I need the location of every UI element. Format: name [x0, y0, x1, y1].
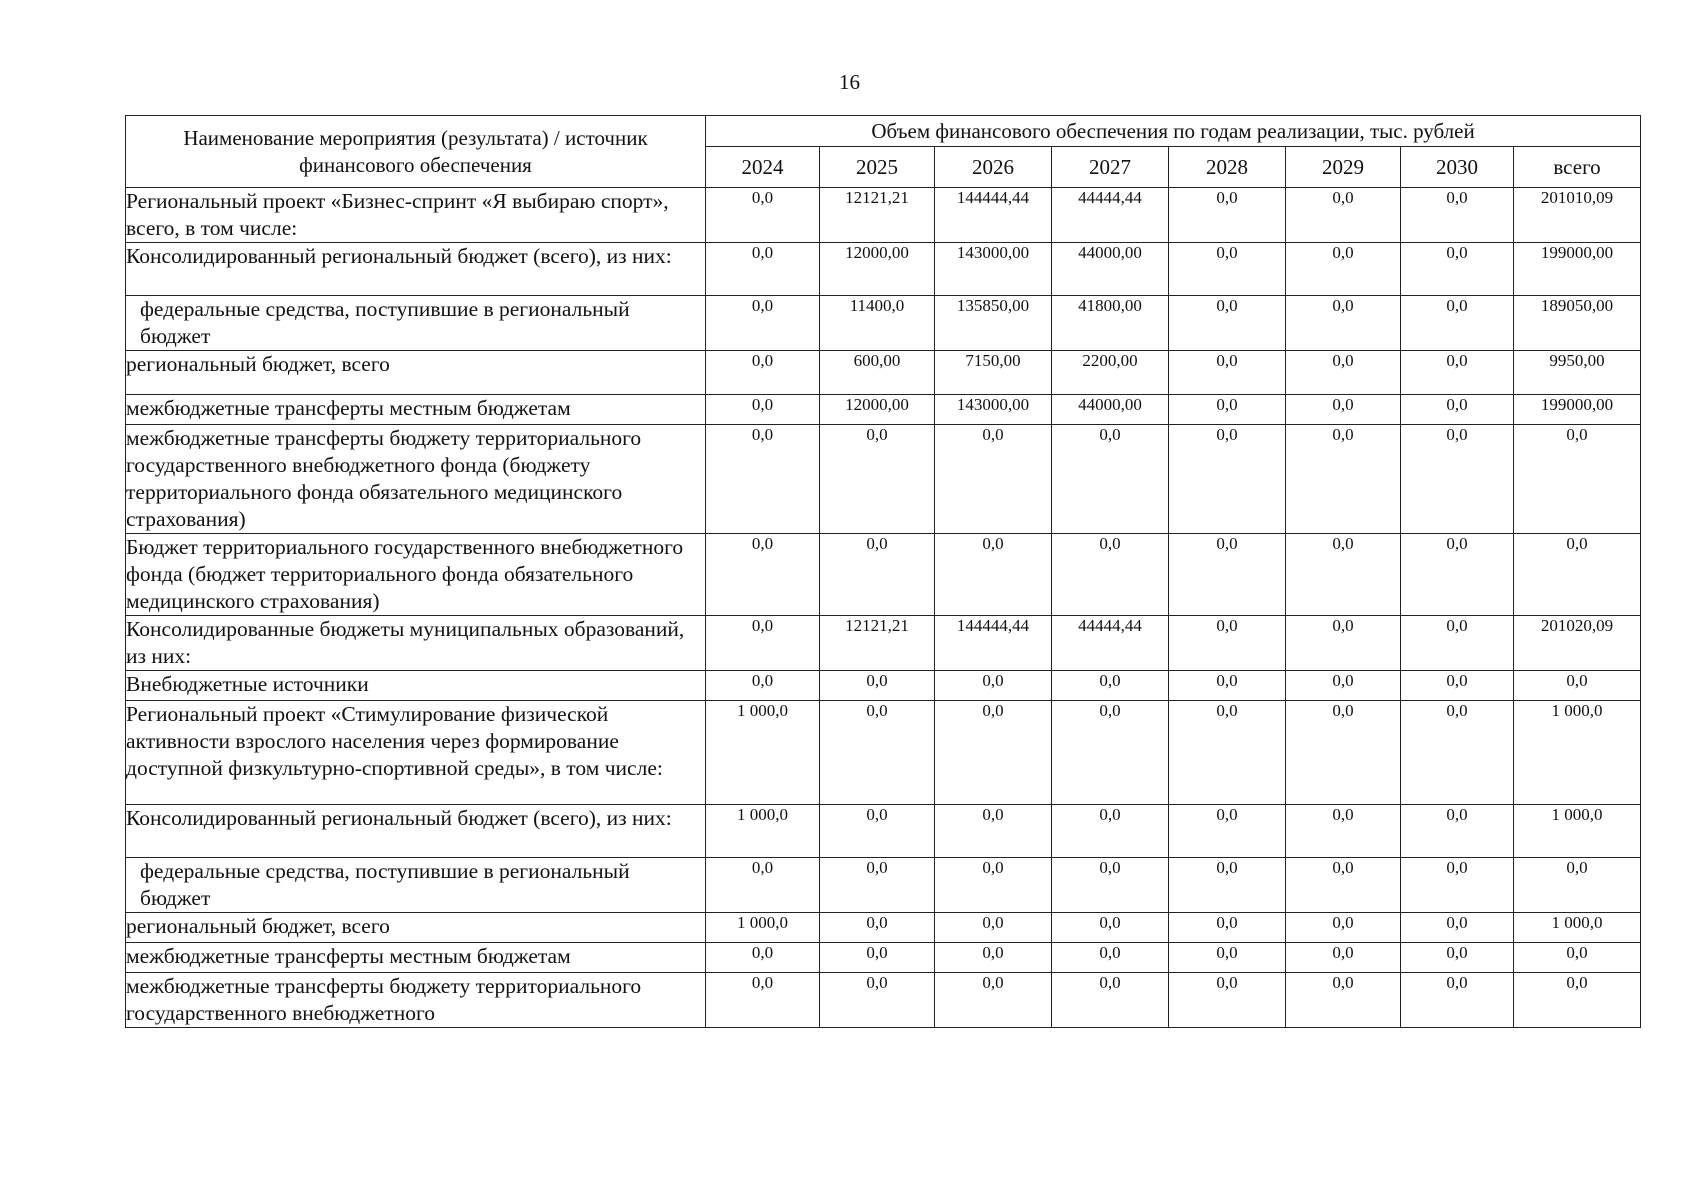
value-cell: 0,0: [1286, 701, 1401, 805]
value-cell: 0,0: [706, 671, 820, 701]
value-cell: 0,0: [1169, 351, 1286, 395]
value-cell: 600,00: [820, 351, 935, 395]
value-cell: 0,0: [1169, 913, 1286, 943]
table-row: [126, 943, 1641, 973]
table-row: [126, 296, 1641, 351]
value-cell: 0,0: [935, 701, 1052, 805]
total-cell: 0,0: [1514, 973, 1641, 1028]
table-body: [126, 188, 1641, 1028]
total-cell: 1 000,0: [1514, 701, 1641, 805]
financing-table: [125, 115, 1641, 1028]
value-cell: 0,0: [1401, 188, 1514, 243]
total-cell: 0,0: [1514, 671, 1641, 701]
value-cell: 0,0: [935, 858, 1052, 913]
value-cell: 0,0: [1052, 805, 1169, 858]
table-row: [126, 973, 1641, 1028]
row-label: межбюджетные трансферты бюджету территориального государственного внебюджетного фонда (бюджету территориального фонда обязательного медицинского страхования): [126, 425, 706, 534]
total-cell: 0,0: [1514, 858, 1641, 913]
value-cell: 0,0: [1169, 534, 1286, 616]
value-cell: 0,0: [1169, 395, 1286, 425]
table-row: [126, 243, 1641, 296]
value-cell: 0,0: [1169, 188, 1286, 243]
row-label: федеральные средства, поступившие в региональный бюджет: [126, 858, 706, 913]
value-cell: 0,0: [1401, 296, 1514, 351]
year-header: 2026: [935, 147, 1052, 188]
value-cell: 0,0: [706, 858, 820, 913]
value-cell: 0,0: [706, 534, 820, 616]
value-cell: 12000,00: [820, 395, 935, 425]
year-header: 2029: [1286, 147, 1401, 188]
value-cell: 0,0: [1286, 351, 1401, 395]
value-cell: 44000,00: [1052, 395, 1169, 425]
table-row: [126, 858, 1641, 913]
value-cell: 0,0: [820, 534, 935, 616]
value-cell: 0,0: [1052, 701, 1169, 805]
value-cell: 0,0: [935, 913, 1052, 943]
header-row-group: [126, 116, 1641, 147]
value-cell: 0,0: [1286, 534, 1401, 616]
value-cell: 0,0: [1401, 973, 1514, 1028]
table-row: [126, 616, 1641, 671]
value-cell: 0,0: [1052, 943, 1169, 973]
value-cell: 0,0: [1286, 616, 1401, 671]
value-cell: 12000,00: [820, 243, 935, 296]
table-row: [126, 351, 1641, 395]
value-cell: 0,0: [1401, 805, 1514, 858]
row-label: региональный бюджет, всего: [126, 913, 706, 943]
value-cell: 0,0: [1169, 943, 1286, 973]
value-cell: 0,0: [706, 243, 820, 296]
value-cell: 0,0: [1401, 943, 1514, 973]
table-row: [126, 671, 1641, 701]
total-cell: 201020,09: [1514, 616, 1641, 671]
value-cell: 0,0: [1286, 425, 1401, 534]
value-cell: 0,0: [820, 671, 935, 701]
value-cell: 0,0: [1169, 858, 1286, 913]
value-cell: 0,0: [706, 188, 820, 243]
value-cell: 0,0: [706, 425, 820, 534]
year-header: 2030: [1401, 147, 1514, 188]
value-cell: 0,0: [935, 425, 1052, 534]
value-cell: 0,0: [1052, 973, 1169, 1028]
value-cell: 0,0: [1169, 805, 1286, 858]
value-cell: 143000,00: [935, 395, 1052, 425]
value-cell: 0,0: [935, 943, 1052, 973]
value-cell: 0,0: [820, 858, 935, 913]
row-label: региональный бюджет, всего: [126, 351, 706, 395]
value-cell: 0,0: [1401, 243, 1514, 296]
value-cell: 0,0: [706, 351, 820, 395]
value-cell: 0,0: [1052, 425, 1169, 534]
value-cell: 0,0: [820, 943, 935, 973]
value-cell: 0,0: [1286, 243, 1401, 296]
table-row: [126, 425, 1641, 534]
value-cell: 0,0: [1286, 395, 1401, 425]
value-cell: 0,0: [706, 296, 820, 351]
value-cell: 0,0: [706, 943, 820, 973]
value-cell: 1 000,0: [706, 805, 820, 858]
value-cell: 0,0: [1052, 913, 1169, 943]
table-row: [126, 395, 1641, 425]
value-cell: 1 000,0: [706, 913, 820, 943]
value-cell: 44000,00: [1052, 243, 1169, 296]
value-cell: 0,0: [1169, 425, 1286, 534]
table-row: [126, 188, 1641, 243]
year-header: 2028: [1169, 147, 1286, 188]
value-cell: 143000,00: [935, 243, 1052, 296]
value-cell: 0,0: [1052, 671, 1169, 701]
value-cell: 1 000,0: [706, 701, 820, 805]
value-cell: 0,0: [1401, 351, 1514, 395]
total-cell: 9950,00: [1514, 351, 1641, 395]
total-cell: 0,0: [1514, 425, 1641, 534]
total-cell: 1 000,0: [1514, 913, 1641, 943]
value-cell: 0,0: [706, 395, 820, 425]
name-column-header: Наименование мероприятия (результата) / источник финансового обеспечения: [126, 116, 706, 188]
value-cell: 0,0: [935, 973, 1052, 1028]
value-cell: 0,0: [1052, 858, 1169, 913]
value-cell: 0,0: [935, 534, 1052, 616]
value-cell: 0,0: [1286, 943, 1401, 973]
value-cell: 0,0: [1401, 395, 1514, 425]
value-cell: 0,0: [1169, 243, 1286, 296]
value-cell: 0,0: [1401, 671, 1514, 701]
value-cell: 11400,0: [820, 296, 935, 351]
row-label: Региональный проект «Бизнес-спринт «Я выбираю спорт», всего, в том числе:: [126, 188, 706, 243]
table-row: [126, 534, 1641, 616]
table-row: [126, 913, 1641, 943]
row-label: межбюджетные трансферты местным бюджетам: [126, 395, 706, 425]
value-cell: 0,0: [1401, 701, 1514, 805]
row-label: Консолидированный региональный бюджет (всего), из них:: [126, 805, 706, 858]
value-cell: 0,0: [820, 913, 935, 943]
table-row: [126, 805, 1641, 858]
value-cell: 0,0: [1401, 616, 1514, 671]
value-cell: 12121,21: [820, 188, 935, 243]
total-cell: 199000,00: [1514, 243, 1641, 296]
value-cell: 0,0: [935, 671, 1052, 701]
value-cell: 0,0: [1286, 805, 1401, 858]
row-label: Региональный проект «Стимулирование физической активности взрослого населения через формирование доступной физкультурно-спортивной среды», в том числе:: [126, 701, 706, 805]
page-number: 16: [839, 70, 860, 94]
value-cell: 0,0: [1286, 296, 1401, 351]
value-cell: 7150,00: [935, 351, 1052, 395]
value-cell: 0,0: [1169, 296, 1286, 351]
financing-volume-header: Объем финансового обеспечения по годам реализации, тыс. рублей: [706, 116, 1641, 147]
row-label: Консолидированные бюджеты муниципальных образований, из них:: [126, 616, 706, 671]
value-cell: 0,0: [1401, 425, 1514, 534]
value-cell: 0,0: [1169, 616, 1286, 671]
year-header: 2024: [706, 147, 820, 188]
row-label: Внебюджетные источники: [126, 671, 706, 701]
value-cell: 0,0: [1286, 671, 1401, 701]
year-header: 2025: [820, 147, 935, 188]
value-cell: 144444,44: [935, 188, 1052, 243]
row-label: федеральные средства, поступившие в региональный бюджет: [126, 296, 706, 351]
value-cell: 0,0: [820, 701, 935, 805]
value-cell: 0,0: [935, 805, 1052, 858]
value-cell: 144444,44: [935, 616, 1052, 671]
value-cell: 0,0: [820, 973, 935, 1028]
value-cell: 0,0: [706, 616, 820, 671]
total-cell: 199000,00: [1514, 395, 1641, 425]
total-header: всего: [1514, 147, 1641, 188]
value-cell: 2200,00: [1052, 351, 1169, 395]
value-cell: 0,0: [1169, 701, 1286, 805]
value-cell: 0,0: [1401, 858, 1514, 913]
value-cell: 0,0: [1286, 858, 1401, 913]
value-cell: 0,0: [820, 425, 935, 534]
value-cell: 0,0: [706, 973, 820, 1028]
row-label: Бюджет территориального государственного внебюджетного фонда (бюджет территориального фонда обязательного медицинского страхования): [126, 534, 706, 616]
value-cell: 0,0: [1401, 913, 1514, 943]
value-cell: 44444,44: [1052, 616, 1169, 671]
row-label: межбюджетные трансферты местным бюджетам: [126, 943, 706, 973]
total-cell: 0,0: [1514, 943, 1641, 973]
row-label: Консолидированный региональный бюджет (всего), из них:: [126, 243, 706, 296]
value-cell: 44444,44: [1052, 188, 1169, 243]
value-cell: 0,0: [820, 805, 935, 858]
value-cell: 0,0: [1286, 188, 1401, 243]
value-cell: 0,0: [1286, 913, 1401, 943]
value-cell: 135850,00: [935, 296, 1052, 351]
row-label: межбюджетные трансферты бюджету территориального государственного внебюджетного: [126, 973, 706, 1028]
value-cell: 12121,21: [820, 616, 935, 671]
value-cell: 0,0: [1169, 671, 1286, 701]
table-row: [126, 701, 1641, 805]
value-cell: 0,0: [1286, 973, 1401, 1028]
total-cell: 189050,00: [1514, 296, 1641, 351]
total-cell: 0,0: [1514, 534, 1641, 616]
total-cell: 201010,09: [1514, 188, 1641, 243]
value-cell: 0,0: [1401, 534, 1514, 616]
value-cell: 41800,00: [1052, 296, 1169, 351]
total-cell: 1 000,0: [1514, 805, 1641, 858]
year-header: 2027: [1052, 147, 1169, 188]
value-cell: 0,0: [1052, 534, 1169, 616]
value-cell: 0,0: [1169, 973, 1286, 1028]
